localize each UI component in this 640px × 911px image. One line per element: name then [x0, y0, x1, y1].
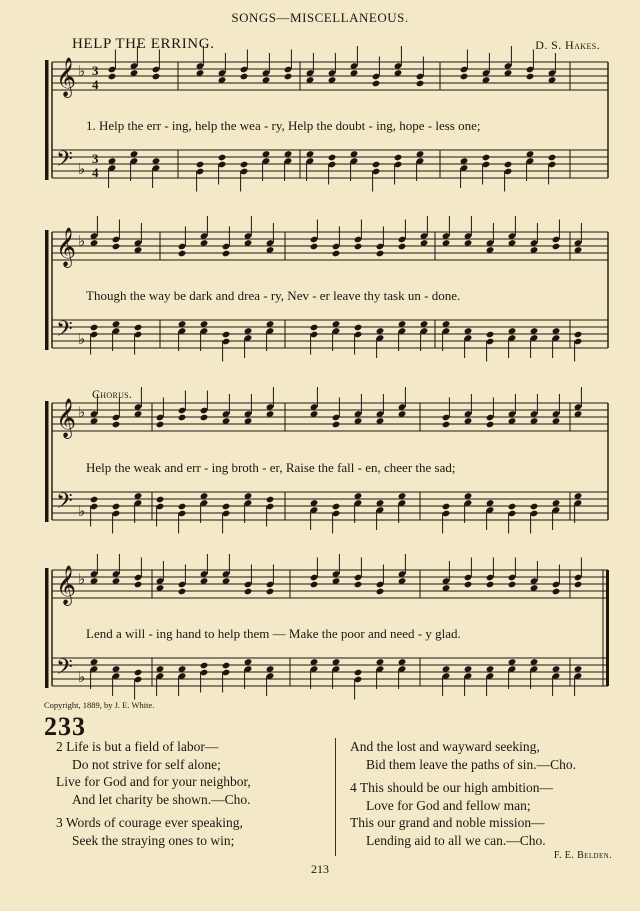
note-head	[134, 324, 143, 332]
note-head	[552, 588, 561, 596]
note-head	[178, 250, 187, 258]
verse-line: And the lost and wayward seeking,	[350, 739, 540, 754]
system-brace	[45, 230, 49, 350]
note-head	[222, 662, 231, 670]
time-signature-bottom: 4	[92, 77, 99, 92]
note-head	[156, 496, 165, 504]
column-divider	[335, 738, 336, 856]
note-head	[178, 414, 187, 422]
note-head	[372, 161, 381, 169]
note-head	[530, 503, 539, 511]
verse-line: Bid them leave the paths of sin.—Cho.	[366, 756, 576, 772]
hymn-title: HELP THE ERRING.	[72, 36, 215, 52]
treble-clef-icon: 𝄞	[56, 565, 77, 605]
verse-line: This our grand and noble mission—	[350, 815, 545, 831]
note-head	[332, 421, 341, 429]
bass-clef-icon: 𝄢	[56, 655, 73, 685]
treble-clef-icon: 𝄞	[56, 57, 77, 97]
verse-line: Live for God and for your neighbor,	[56, 774, 251, 790]
page-header: SONGS—MISCELLANEOUS.	[231, 10, 409, 25]
system-brace	[45, 568, 49, 688]
note-head	[240, 73, 249, 81]
verse-line: 4 This should be our high ambition—	[350, 780, 553, 796]
note-head	[574, 581, 583, 589]
system-brace	[45, 401, 49, 522]
flat-icon: ♭	[78, 330, 86, 348]
composer-credit: D. S. Hakes.	[535, 38, 600, 52]
note-head	[328, 154, 337, 162]
time-signature-bottom: 4	[92, 165, 99, 180]
note-head	[508, 581, 517, 589]
bass-clef-icon: 𝄢	[56, 489, 73, 519]
note-head	[196, 161, 205, 169]
note-head	[90, 496, 99, 504]
note-head	[354, 324, 363, 332]
note-head	[508, 503, 517, 511]
note-head	[200, 414, 209, 422]
verses-left-column	[56, 738, 251, 850]
flat-icon: ♭	[78, 502, 86, 520]
note-head	[152, 73, 161, 81]
note-head	[332, 503, 341, 511]
verse-line: Do not strive for self alone;	[72, 756, 221, 772]
note-head	[394, 154, 403, 162]
note-head	[112, 243, 121, 251]
lyric-line-1: 1. Help the err - ing, help the wea - ry, Help the doubt - ing, hope - less one;	[86, 118, 481, 133]
note-head	[372, 80, 381, 88]
note-head	[156, 421, 165, 429]
verse-line: 2 Life is but a field of labor—	[56, 739, 219, 754]
note-head	[266, 496, 275, 504]
note-head	[460, 73, 469, 81]
note-head	[354, 669, 363, 677]
flat-icon: ♭	[78, 570, 86, 588]
chorus-label: Chorus.	[92, 387, 133, 401]
note-head	[526, 73, 535, 81]
treble-clef-icon: 𝄞	[56, 398, 77, 438]
note-head	[244, 588, 253, 596]
lyric-line-3: Help the weak and err - ing broth - er, Raise the fall - en, cheer the sad;	[86, 460, 456, 475]
note-head	[442, 421, 451, 429]
note-head	[112, 421, 121, 429]
note-head	[178, 588, 187, 596]
verse-line: 3 Words of courage ever speaking,	[56, 815, 243, 831]
note-head	[310, 324, 319, 332]
note-head	[112, 503, 121, 511]
verse-line: And let charity be shown.—Cho.	[72, 791, 251, 807]
note-head	[222, 331, 231, 339]
note-head	[376, 250, 385, 258]
note-head	[376, 588, 385, 596]
time-signature-top: 3	[92, 151, 99, 166]
flat-icon: ♭	[78, 160, 86, 178]
note-head	[284, 73, 293, 81]
note-head	[442, 503, 451, 511]
note-head	[574, 331, 583, 339]
page-number: 213	[311, 862, 329, 876]
treble-clef-icon: 𝄞	[56, 227, 77, 267]
note-head	[90, 324, 99, 332]
note-head	[310, 243, 319, 251]
flat-icon: ♭	[78, 403, 86, 421]
author-credit: F. E. Belden.	[553, 850, 612, 861]
note-head	[222, 250, 231, 258]
note-head	[218, 154, 227, 162]
lyric-line-2: Though the way be dark and drea - ry, Nev - er leave thy task un - done.	[86, 288, 461, 303]
flat-icon: ♭	[78, 668, 86, 686]
note-head	[134, 669, 143, 677]
verses-right-column	[350, 738, 576, 850]
verse-line: Lending aid to all we can.—Cho.	[366, 832, 546, 848]
note-head	[200, 662, 209, 670]
note-head	[504, 161, 513, 169]
note-head	[108, 73, 117, 81]
time-signature-top: 3	[92, 63, 99, 78]
note-head	[266, 588, 275, 596]
note-head	[486, 421, 495, 429]
note-head	[310, 581, 319, 589]
copyright-notice: Copyright, 1889, by J. E. White.	[44, 700, 155, 710]
note-head	[222, 503, 231, 511]
note-head	[398, 243, 407, 251]
note-head	[332, 250, 341, 258]
final-barline-thick	[606, 570, 609, 686]
bass-clef-icon: 𝄢	[56, 147, 73, 177]
flat-icon: ♭	[78, 62, 86, 80]
verse-line: Seek the straying ones to win;	[72, 832, 235, 848]
note-head	[552, 243, 561, 251]
note-head	[482, 154, 491, 162]
flat-icon: ♭	[78, 232, 86, 250]
verse-line: Love for God and fellow man;	[366, 797, 531, 813]
system-brace	[45, 60, 49, 180]
note-head	[416, 80, 425, 88]
note-head	[464, 581, 473, 589]
note-head	[178, 503, 187, 511]
note-head	[134, 581, 143, 589]
note-head	[486, 331, 495, 339]
note-head	[354, 581, 363, 589]
hymn-number: 233	[44, 712, 86, 741]
note-head	[548, 154, 557, 162]
note-head	[354, 243, 363, 251]
note-head	[240, 161, 249, 169]
note-head	[486, 581, 495, 589]
lyric-line-4: Lend a will - ing hand to help them — Make the poor and need - y glad.	[86, 626, 461, 641]
bass-clef-icon: 𝄢	[56, 317, 73, 347]
